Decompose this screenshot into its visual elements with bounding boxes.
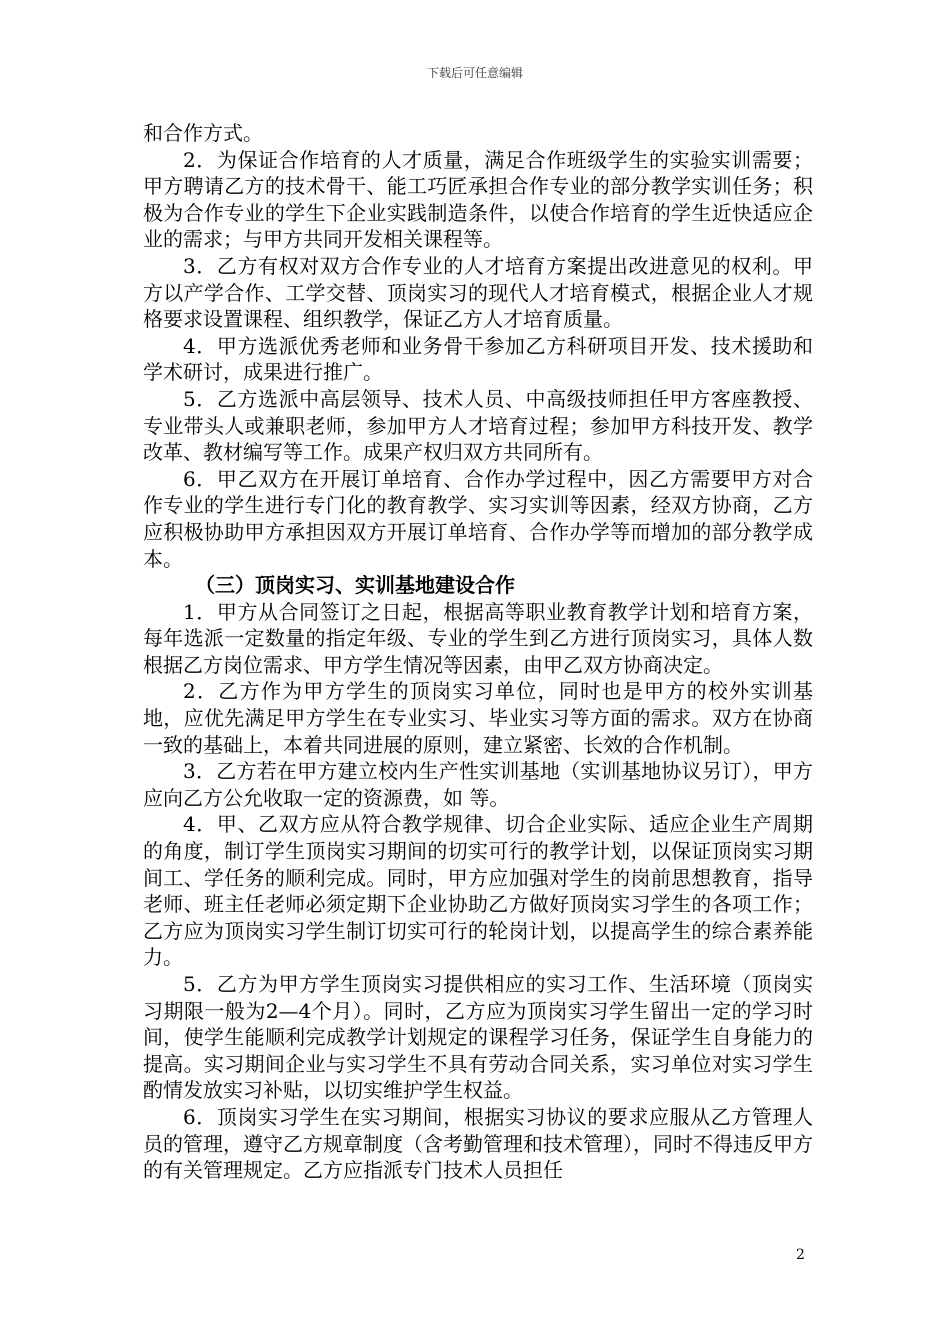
paragraph-section3-item-6: 6．顶岗实习学生在实习期间，根据实习协议的要求应服从乙方管理人员的管理，遵守乙方规章制度（含考勤管理和技术管理），同时不得违反甲方的有关管理规定。乙方应指派专门技术人员担任 — [143, 1104, 813, 1183]
paragraph-item-3: 3．乙方有权对双方合作专业的人才培育方案提出改进意见的权利。甲方以产学合作、工学交替、顶岗实习的现代人才培育模式，根据企业人才规格要求设置课程、组织教学，保证乙方人才培育质量。 — [143, 253, 813, 332]
paragraph-section3-item-5: 5．乙方为甲方学生顶岗实习提供相应的实习工作、生活环境（顶岗实习期限一般为2—4个月）。同时，乙方应为顶岗实习学生留出一定的学习时间，使学生能顺利完成教学计划规定的课程学习任务，保证学生自身能力的提高。实习期间企业与实习学生不具有劳动合同关系，实习单位对实习学生酌情发放实习补贴，以切实维护学生权益。 — [143, 972, 813, 1103]
paragraph-item-2: 2．为保证合作培育的人才质量，满足合作班级学生的实验实训需要；甲方聘请乙方的技术骨干、能工巧匠承担合作专业的部分教学实训任务；积极为合作专业的学生下企业实践制造条件，以使合作培育的学生近快适应企业的需求；与甲方共同开发相关课程等。 — [143, 147, 813, 252]
paragraph-section3-item-3: 3．乙方若在甲方建立校内生产性实训基地（实训基地协议另订），甲方应向乙方公允收取一定的资源费，如 等。 — [143, 759, 813, 810]
paragraph-continuation: 和合作方式。 — [143, 121, 263, 145]
paragraph-section3-item-2: 2．乙方作为甲方学生的顶岗实习单位，同时也是甲方的校外实训基地，应优先满足甲方学生在专业实习、毕业实习等方面的需求。双方在协商一致的基础上，本着共同进展的原则，建立紧密、长效的合作机制。 — [143, 679, 813, 757]
paragraph-item-4: 4．甲方选派优秀老师和业务骨干参加乙方科研项目开发、技术援助和学术研讨，成果进行推广。 — [143, 333, 813, 385]
paragraph-item-6: 6．甲乙双方在开展订单培育、合作办学过程中，因乙方需要甲方对合作专业的学生进行专门化的教育教学、实习实训等因素，经双方协商，乙方应积极协助甲方承担因双方开展订单培育、合作办学等而增加的部分教学成本。 — [143, 466, 813, 571]
document-body — [143, 120, 813, 1184]
paragraph-item-5: 5．乙方选派中高层领导、技术人员、中高级技师担任甲方客座教授、专业带头人或兼职老师，参加甲方人才培育过程；参加甲方科技开发、教学改革、教材编写等工作。成果产权归双方共同所有。 — [143, 386, 813, 465]
page-header: 下载后可任意编辑 — [426, 66, 523, 80]
section-heading: （三）顶岗实习、实训基地建设合作 — [195, 573, 515, 598]
page-number: 2 — [796, 1247, 805, 1263]
paragraph-section3-item-1: 1．甲方从合同签订之日起，根据高等职业教育教学计划和培育方案，每年选派一定数量的指定年级、专业的学生到乙方进行顶岗实习，具体人数根据乙方岗位需求、甲方学生情况等因素，由甲乙双方协商决定。 — [143, 599, 813, 677]
paragraph-section3-item-4: 4．甲、乙双方应从符合教学规律、切合企业实际、适应企业生产周期的角度，制订学生顶岗实习期间的切实可行的教学计划，以保证顶岗实习期间工、学任务的顺利完成。同时，甲方应加强对学生的岗前思想教育，指导老师、班主任老师必须定期下企业协助乙方做好顶岗实习学生的各项工作；乙方应为顶岗实习学生制订切实可行的轮岗计划，以提高学生的综合素养能力。 — [143, 812, 813, 970]
